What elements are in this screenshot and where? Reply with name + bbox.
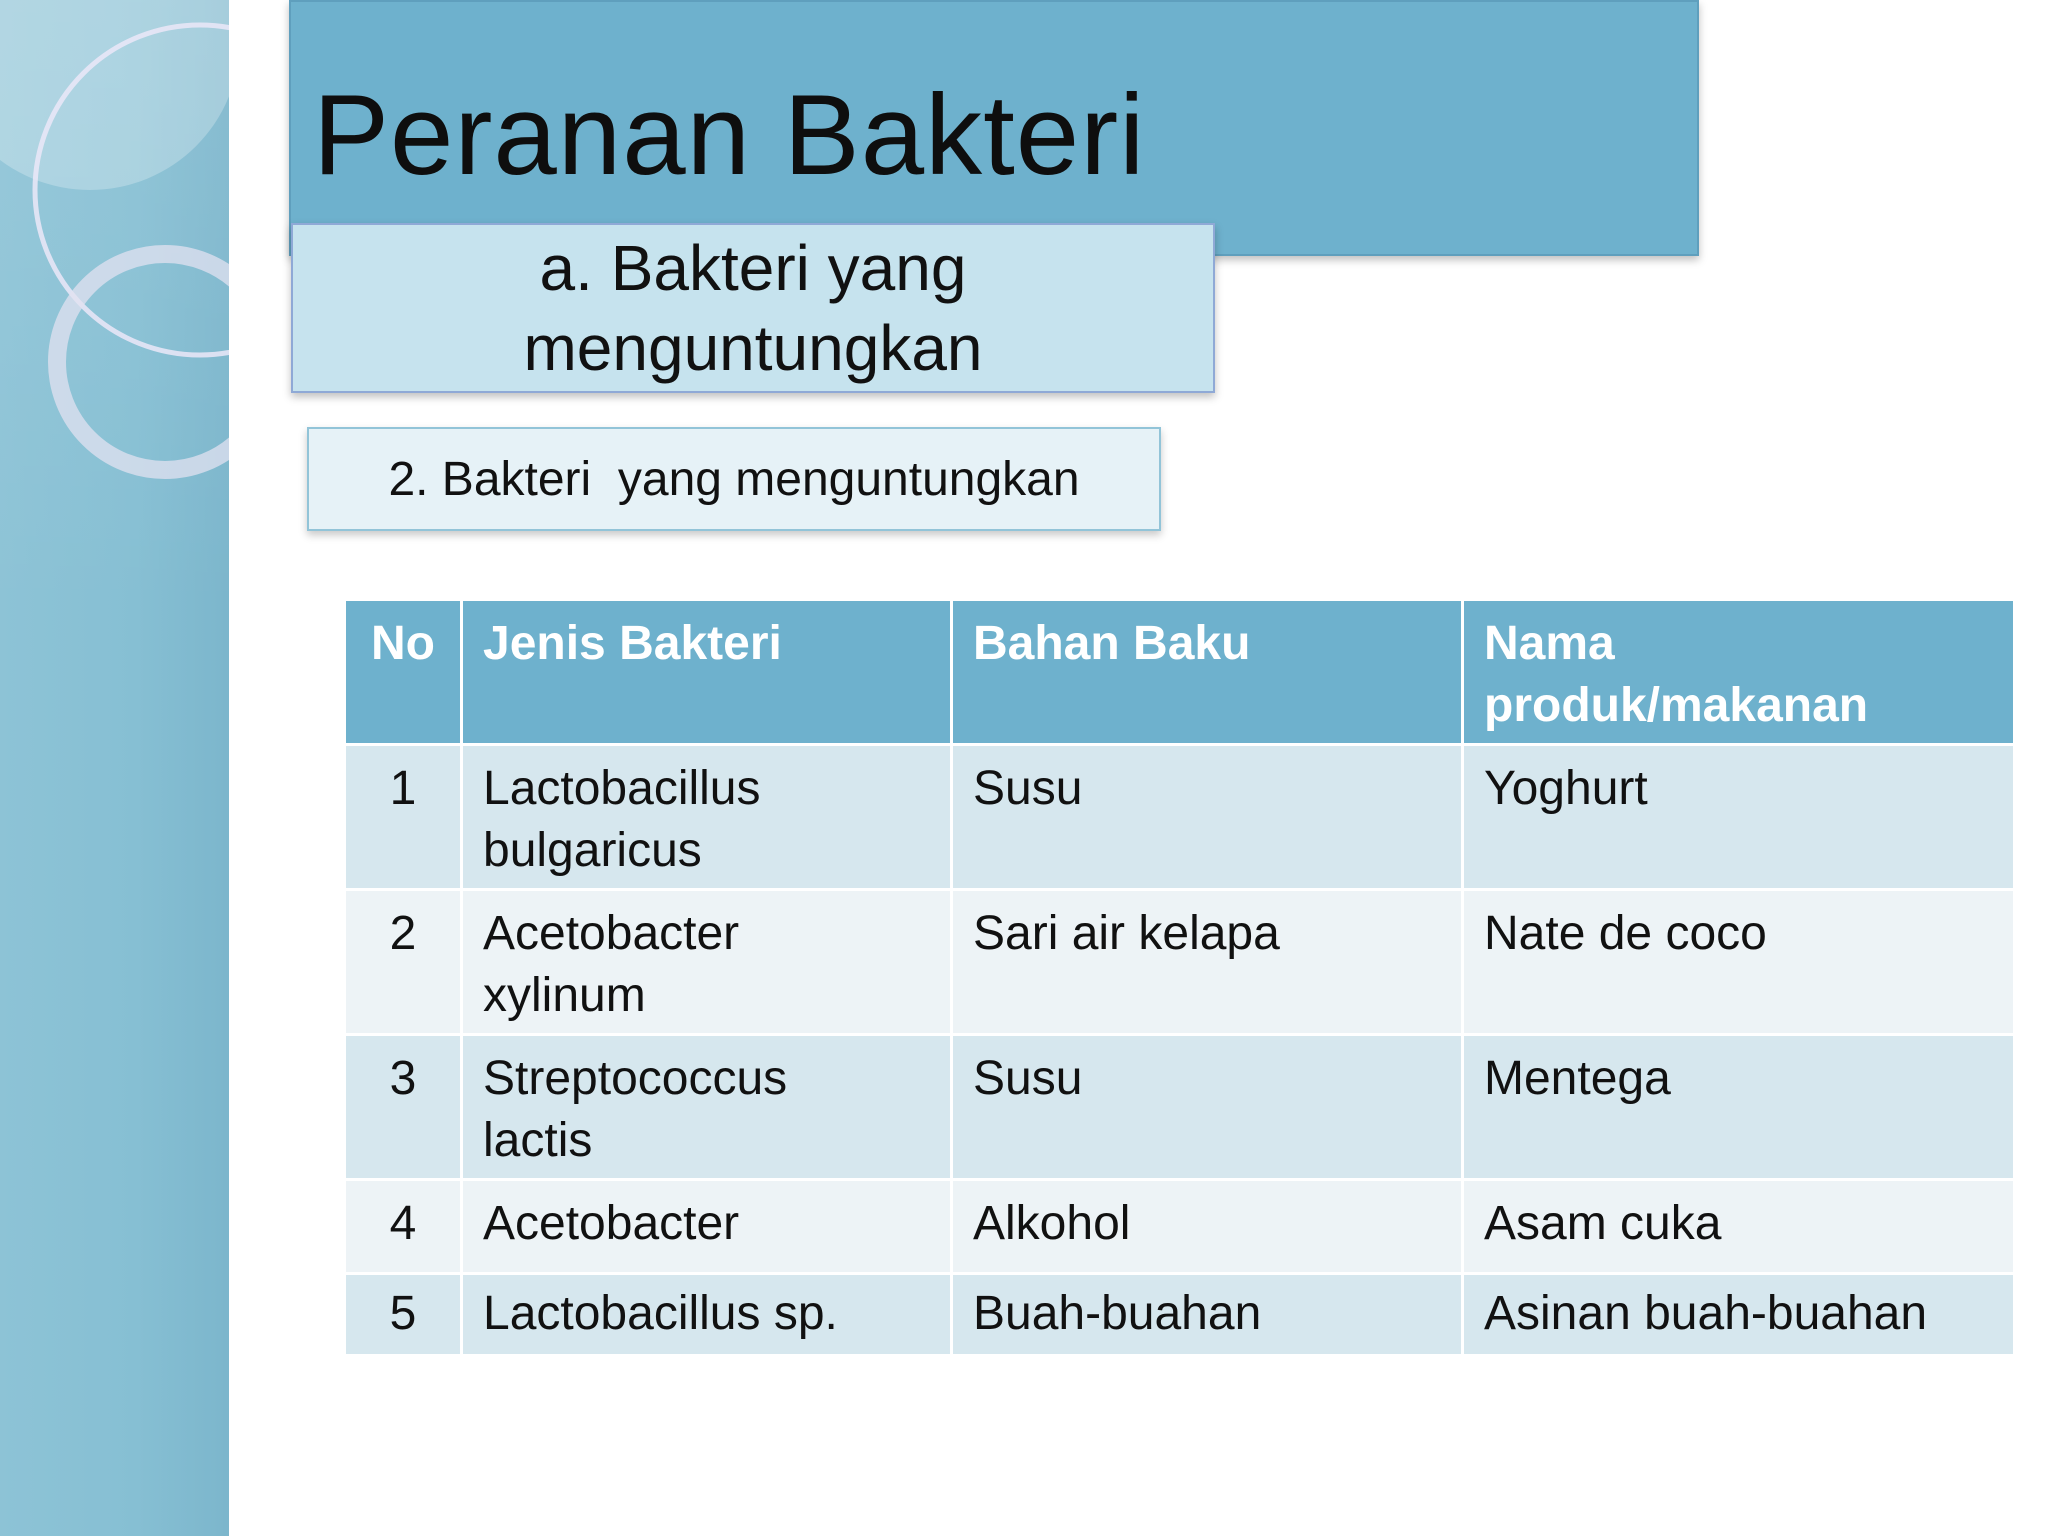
header-bahan-baku: Bahan Baku: [952, 600, 1463, 745]
cell-jenis-line-1: Lactobacillus: [483, 762, 761, 815]
cell-bahan: Susu: [952, 745, 1463, 890]
table-row: [345, 890, 2015, 1035]
header-nama-line-2: produk/makanan: [1484, 679, 1869, 732]
cell-produk: Asam cuka: [1463, 1180, 2015, 1274]
cell-jenis: Lactobacillus sp.: [462, 1274, 952, 1356]
cell-jenis: [462, 1035, 952, 1180]
cell-produk: Yoghurt: [1463, 745, 2015, 890]
cell-no: 2: [345, 890, 462, 1035]
cell-no: 4: [345, 1180, 462, 1274]
cell-jenis: [462, 745, 952, 890]
table-row: [345, 745, 2015, 890]
side-decoration-band: [0, 0, 229, 1536]
cell-jenis-line-2: xylinum: [483, 969, 646, 1022]
cell-bahan: Susu: [952, 1035, 1463, 1180]
cell-no: 3: [345, 1035, 462, 1180]
cell-no: 1: [345, 745, 462, 890]
header-jenis-bakteri: Jenis Bakteri: [462, 600, 952, 745]
cell-no: 5: [345, 1274, 462, 1356]
cell-jenis-line-2: bulgaricus: [483, 824, 702, 877]
decorative-circles: [0, 0, 229, 520]
table-row: [345, 1180, 2015, 1274]
cell-produk: Nate de coco: [1463, 890, 2015, 1035]
cell-produk: Mentega: [1463, 1035, 2015, 1180]
subtitle-box: [291, 223, 1215, 393]
header-nama-produk: [1463, 600, 2015, 745]
table-row: [345, 1035, 2015, 1180]
header-nama-line-1: Nama: [1484, 617, 1615, 670]
cell-jenis-line-2: lactis: [483, 1114, 593, 1167]
cell-jenis: Acetobacter: [462, 1180, 952, 1274]
cell-bahan: Alkohol: [952, 1180, 1463, 1274]
header-no: No: [345, 600, 462, 745]
section-label-box: [307, 427, 1161, 531]
table-row: [345, 1274, 2015, 1356]
cell-jenis-line-1: Acetobacter: [483, 907, 740, 960]
cell-jenis-line-1: Streptococcus: [483, 1052, 788, 1105]
cell-jenis: [462, 890, 952, 1035]
cell-bahan: Buah-buahan: [952, 1274, 1463, 1356]
bacteria-table: [343, 598, 2016, 1357]
table-header-row: [345, 600, 2015, 745]
section-label: 2. Bakteri yang menguntungkan: [388, 452, 1080, 506]
slide-title: Peranan Bakteri: [313, 72, 1146, 199]
cell-produk: Asinan buah-buahan: [1463, 1274, 2015, 1356]
subtitle-line-2: menguntungkan: [523, 312, 983, 384]
subtitle-line-1: a. Bakteri yang: [539, 232, 967, 304]
cell-bahan: Sari air kelapa: [952, 890, 1463, 1035]
